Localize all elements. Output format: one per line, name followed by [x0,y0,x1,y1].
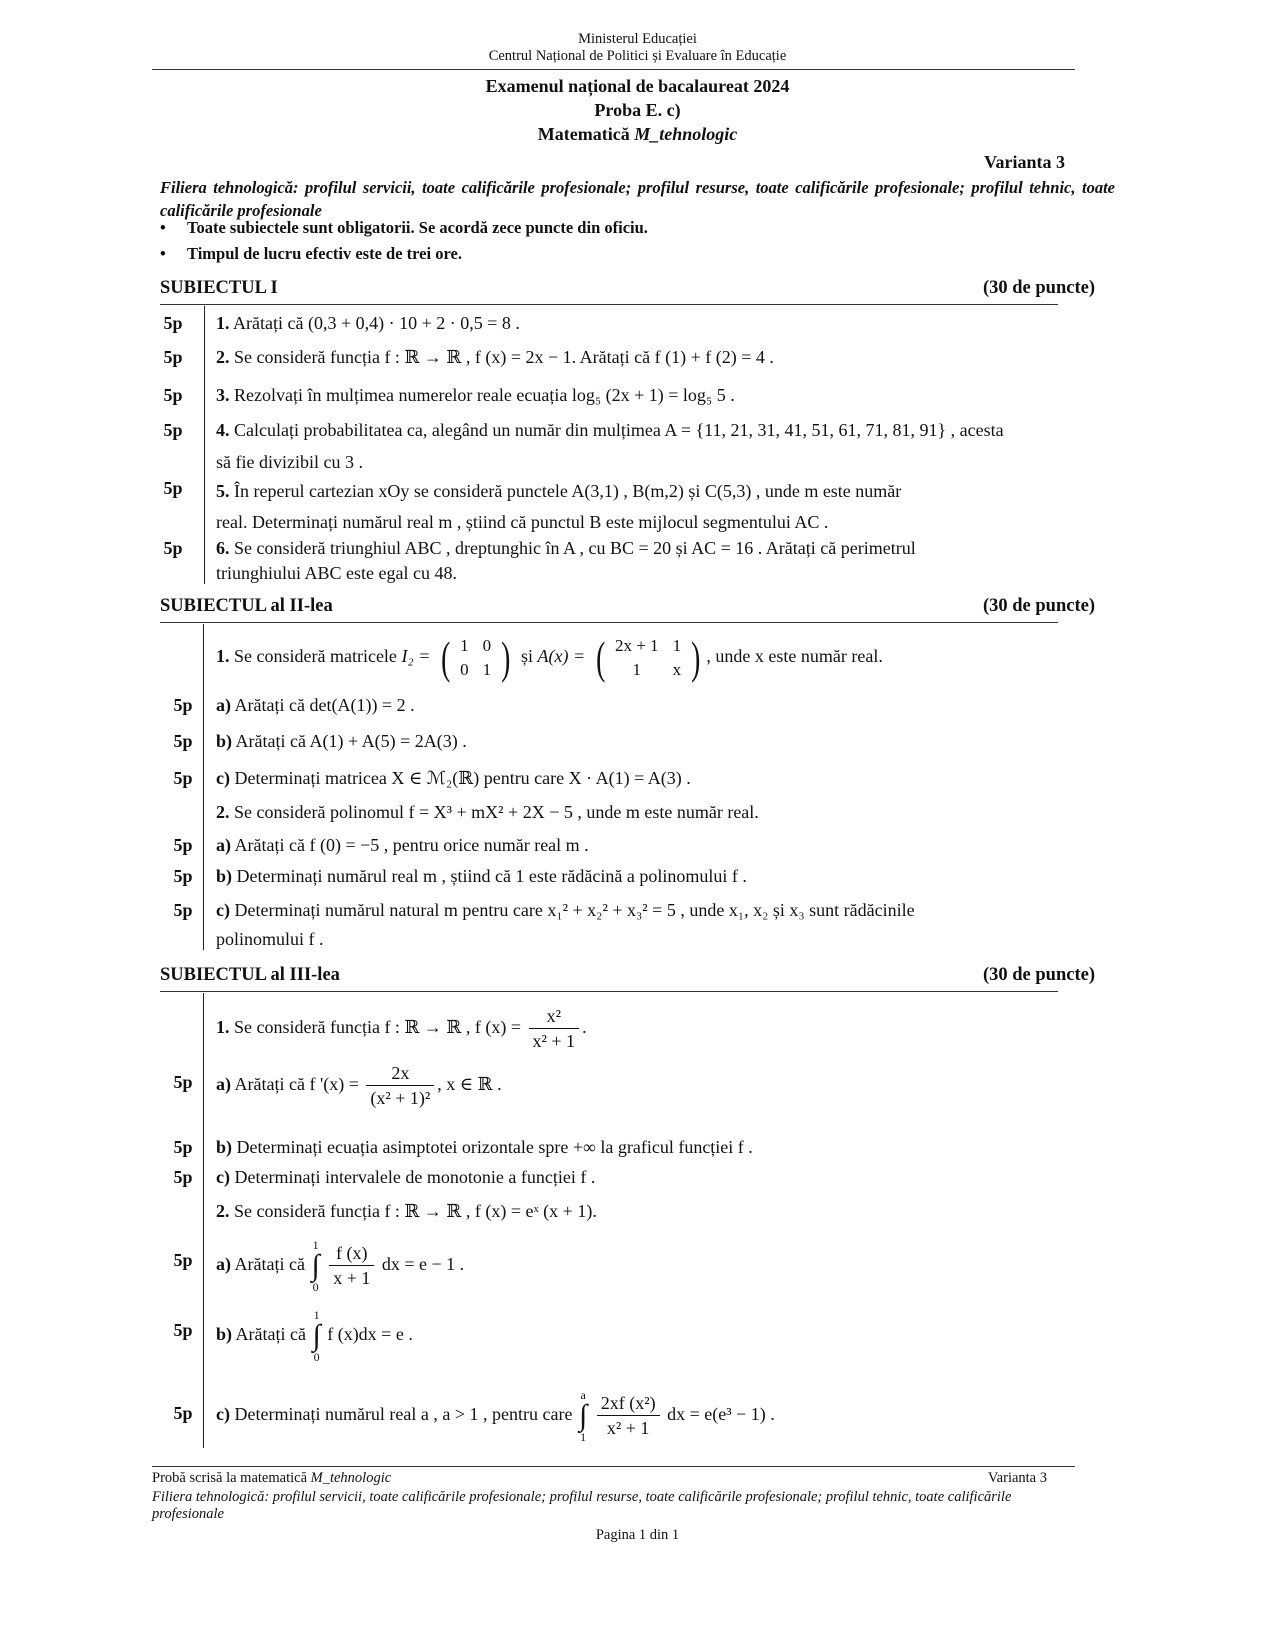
s2-p1-intro-c: , unde x este număr real. [706,646,883,666]
s3-p2c-fraction [597,1391,660,1440]
section1-points: (30 de puncte) [982,278,1095,298]
s3-p2-num: 2. [216,1201,230,1221]
integral-lower: 0 [313,1349,320,1364]
integral-sign: a ∫ 1 [579,1387,588,1444]
footer-prefix: Probă scrisă la matematică [152,1470,311,1486]
s3-p2c [216,1384,775,1444]
section3-header [160,965,1095,986]
s1-item-2 [216,344,1056,370]
points-s3-2c: 5p [173,1403,193,1423]
points-s3-1b: 5p [173,1137,193,1157]
s3-p2a [216,1235,464,1293]
s3-p2b-text: Arătați că [235,1324,306,1344]
s1-item-3-text: Rezolvați în mulțimea numerelor reale ecuația log₅ (2x + 1) = log₅ 5 . [234,385,735,405]
section2-header [160,596,1095,617]
points-s2-1c: 5p [173,768,193,788]
s3-p2c-tail: dx = e(e³ − 1) . [667,1404,775,1424]
s1-item-4-num: 4. [216,420,230,440]
integral-sign: 1 ∫ 0 [312,1307,321,1364]
frac-denominator: x + 1 [333,1268,371,1289]
s2-p2a [216,832,589,858]
s1-item-5 [216,478,1061,504]
s2-p1-intro [216,628,883,684]
frac-denominator: x² + 1 [532,1031,576,1052]
a-cell: x [672,659,682,679]
points-s1-5: 5p [163,478,183,498]
a-matrix: ( 2x + 1 1 1 x ) [595,631,701,683]
s2-p2-intro [216,799,759,825]
a-cell: 2x + 1 [614,635,659,655]
s3-p1a-text: Arătați că f '(x) = [234,1074,359,1094]
s2-p1c-text: Determinați matricea X ∈ ℳ₂(ℝ) pentru care X · A(1) = A(3) . [234,768,691,788]
footer-subject: M_tehnologic [310,1470,392,1486]
points-s3-2a: 5p [173,1250,193,1270]
footer-divider [152,1466,1075,1467]
a-cell: 1 [632,659,642,679]
s3-p1b-text: Determinați ecuația asimptotei orizontale spre +∞ la graficul funcției f . [236,1137,753,1157]
frac-numerator: 2xf (x²) [597,1391,660,1416]
points-s2-2b: 5p [173,866,193,886]
s1-item-6-num: 6. [216,538,230,558]
s2-p1-intro-b: și [521,646,534,666]
footer-proba [152,1470,391,1487]
s3-p1c-text: Determinați intervalele de monotonie a funcției f . [234,1167,596,1187]
integral-upper: a [580,1387,586,1402]
integral-upper: 1 [313,1307,320,1322]
s3-p1a-fraction [366,1061,434,1110]
s3-p1a-tail: , x ∈ ℝ . [437,1074,502,1094]
s1-item-2-text: Se consideră funcția f : ℝ → ℝ , f (x) = 2x − 1. Arătați că f (1) + f (2) = 4 . [234,347,774,367]
s3-p2-intro [216,1198,597,1224]
section1-divider [160,304,1058,305]
ministry-header [0,31,1275,65]
center-name: Centrul Național de Politici și Evaluare în Educație [488,48,787,64]
s1-item-6-cont: triunghiului ABC este egal cu 48. [216,563,457,583]
s2-p1c-label: c) [216,768,230,788]
s1-item-5-cont: real. Determinați numărul real m , știind că punctul B este mijlocul segmentului AC . [216,512,829,532]
integral-sign: 1 ∫ 0 [311,1237,320,1294]
s1-item-3 [216,382,1056,408]
section1-vline [204,306,205,584]
s2-p1b-text: Arătați că A(1) + A(5) = 2A(3) . [235,731,467,751]
s2-p1c [216,765,691,791]
s2-p1a-label: a) [216,695,231,715]
rule-text-1: Toate subiectele sunt obligatorii. Se acordă zece puncte din oficiu. [187,218,648,237]
s1-item-5-text: În reperul cartezian xOy se consideră punctele A(3,1) , B(m,2) și C(5,3) , unde m este număr [234,481,902,501]
footer-variant: Varianta 3 [987,1470,1047,1486]
s2-p2-intro-text: Se consideră polinomul f = X³ + mX² + 2X − 5 , unde m este număr real. [234,802,759,822]
rule-bullet-2: • Timpul de lucru efectiv este de trei ore. [160,244,462,263]
s3-p1a [216,1056,502,1112]
s2-p2b [216,863,747,889]
s2-p2b-label: b) [216,866,233,886]
variant-label: Varianta 3 [984,152,1065,172]
section1-header [160,278,1095,299]
subject-name: M_tehnologic [634,124,738,144]
s2-p2c-text: Determinați numărul natural m pentru care x₁² + x₂² + x₃² = 5 , unde x₁, x₂ și x₃ sunt rădăcinile [234,900,915,920]
s3-p1b-label: b) [216,1137,233,1157]
subject-title [0,123,1275,145]
section3-points: (30 de puncte) [982,965,1095,985]
footer-line1 [152,1470,1075,1487]
s1-item-1-num: 1. [216,313,230,333]
section3-vline [203,993,204,1448]
s1-item-1-text: Arătați că (0,3 + 0,4) · 10 + 2 · 0,5 = 8 . [233,313,520,333]
points-s1-6: 5p [163,538,183,558]
section1-title: SUBIECTUL I [160,278,278,298]
page-number: Pagina 1 din 1 [595,1527,680,1543]
s3-p2b-tail: f (x)dx = e . [327,1324,413,1344]
s2-p2a-label: a) [216,835,231,855]
s1-item-4 [216,417,1061,443]
s2-p2b-text: Determinați numărul real m , știind că 1 este rădăcină a polinomului f . [236,866,747,886]
frac-numerator: x² [529,1004,580,1029]
s2-p1-intro-a: Se consideră matricele [234,646,397,666]
s2-p2-num: 2. [216,802,230,822]
frac-denominator: (x² + 1)² [370,1088,431,1109]
s3-p2a-text: Arătați că [234,1254,305,1274]
s1-item-1 [216,310,1056,336]
s3-p2a-tail: dx = e − 1 . [381,1254,465,1274]
section2-divider [160,622,1058,623]
s3-p2-intro-text: Se consideră funcția f : ℝ → ℝ , f (x) = eˣ (x + 1). [234,1201,597,1221]
s1-item-5-num: 5. [216,481,230,501]
i2-matrix: ( 1 0 0 1 ) [440,631,511,683]
integral-lower: 1 [580,1429,587,1444]
a-cell: 1 [672,635,682,655]
points-s2-1b: 5p [173,731,193,751]
s2-p1a-text: Arătați că det(A(1)) = 2 . [234,695,415,715]
i2-cell: 1 [482,659,492,679]
ministry-name: Ministerul Educației [578,31,697,47]
points-s1-4: 5p [163,420,183,440]
s3-p2c-label: c) [216,1404,230,1424]
s3-p2a-fraction [329,1241,374,1290]
i2-cell: 1 [460,635,469,655]
rule-text-2: Timpul de lucru efectiv este de trei ore. [187,244,462,263]
s2-p1b [216,728,467,754]
s1-item-4-cont: să fie divizibil cu 3 . [216,452,363,472]
header-divider [152,69,1075,70]
integral-upper: 1 [312,1237,319,1252]
frac-numerator: f (x) [329,1241,374,1266]
s2-p1b-label: b) [216,731,233,751]
s2-p2c-cont: polinomului f . [216,929,324,949]
s3-p1-intro-text: Se consideră funcția f : ℝ → ℝ , f (x) = [234,1017,521,1037]
frac-numerator: 2x [366,1061,434,1086]
s3-p1-num: 1. [216,1017,230,1037]
points-s1-1: 5p [163,313,183,333]
s3-p1c [216,1164,595,1190]
s2-p2c [216,897,1061,923]
section3-title: SUBIECTUL al III-lea [160,965,340,985]
s3-p1c-label: c) [216,1167,230,1187]
s1-item-6-text: Se consideră triunghiul ABC , dreptunghic în A , cu BC = 20 și AC = 16 . Arătați că perimetrul [234,538,916,558]
points-s3-1a: 5p [173,1072,193,1092]
s3-p2b-label: b) [216,1324,233,1344]
section2-title: SUBIECTUL al II-lea [160,596,333,616]
s3-p2c-text: Determinați numărul real a , a > 1 , pentru care [234,1404,573,1424]
points-s2-2a: 5p [173,835,193,855]
integral-lower: 0 [312,1279,319,1294]
section3-divider [160,991,1058,992]
s2-p1-num: 1. [216,646,230,666]
s1-item-4-text: Calculați probabilitatea ca, alegând un număr din mulțimea A = {11, 21, 31, 41, 51, 61, 71, 81, 91} , acesta [234,420,1004,440]
points-s1-3: 5p [163,385,183,405]
section2-points: (30 de puncte) [982,596,1095,616]
footer-filiera: Filiera tehnologică: profilul servicii, toate calificările profesionale; profilul resurse, toate calificările profesionale; profilul tehnic, toate calificările profesionale [152,1489,1012,1522]
frac-denominator: x² + 1 [606,1418,650,1439]
s2-p1a [216,692,415,718]
filiera-text: Filiera tehnologică: profilul servicii, toate calificările profesionale; profilul resurse, toate calificările profesionale; profilul tehnic, toate calificările profesionale [160,178,1115,220]
points-s3-2b: 5p [173,1320,193,1340]
s2-i2-label: I₂ = [401,646,431,666]
s1-item-3-num: 3. [216,385,230,405]
s3-p1-fraction [529,1004,580,1053]
subject-prefix: Matematică [537,124,635,144]
points-s1-2: 5p [163,347,183,367]
s1-item-2-num: 2. [216,347,230,367]
exam-title: Examenul național de bacalaureat 2024 [485,76,790,96]
i2-cell: 0 [460,659,469,679]
s3-p1b [216,1134,753,1160]
s1-item-6 [216,535,1061,561]
points-s2-1a: 5p [173,695,193,715]
points-s2-2c: 5p [173,900,193,920]
s3-p2a-label: a) [216,1254,231,1274]
s2-p2a-text: Arătați că f (0) = −5 , pentru orice număr real m . [234,835,589,855]
s3-p1-intro: 1. Se consideră funcția f : ℝ → ℝ , f (x) = $\frac{\text{x²}}{\text{x² + 1}}$ . [216,1006,587,1052]
points-s3-1c: 5p [173,1167,193,1187]
rule-bullet-1: • Toate subiectele sunt obligatorii. Se acordă zece puncte din oficiu. [160,218,648,237]
s2-p2c-label: c) [216,900,230,920]
s3-p1a-label: a) [216,1074,231,1094]
s2-a-label: A(x) = [537,646,586,666]
i2-cell: 0 [482,635,492,655]
s3-p2b [216,1305,413,1363]
proba-title: Proba E. c) [594,100,681,120]
